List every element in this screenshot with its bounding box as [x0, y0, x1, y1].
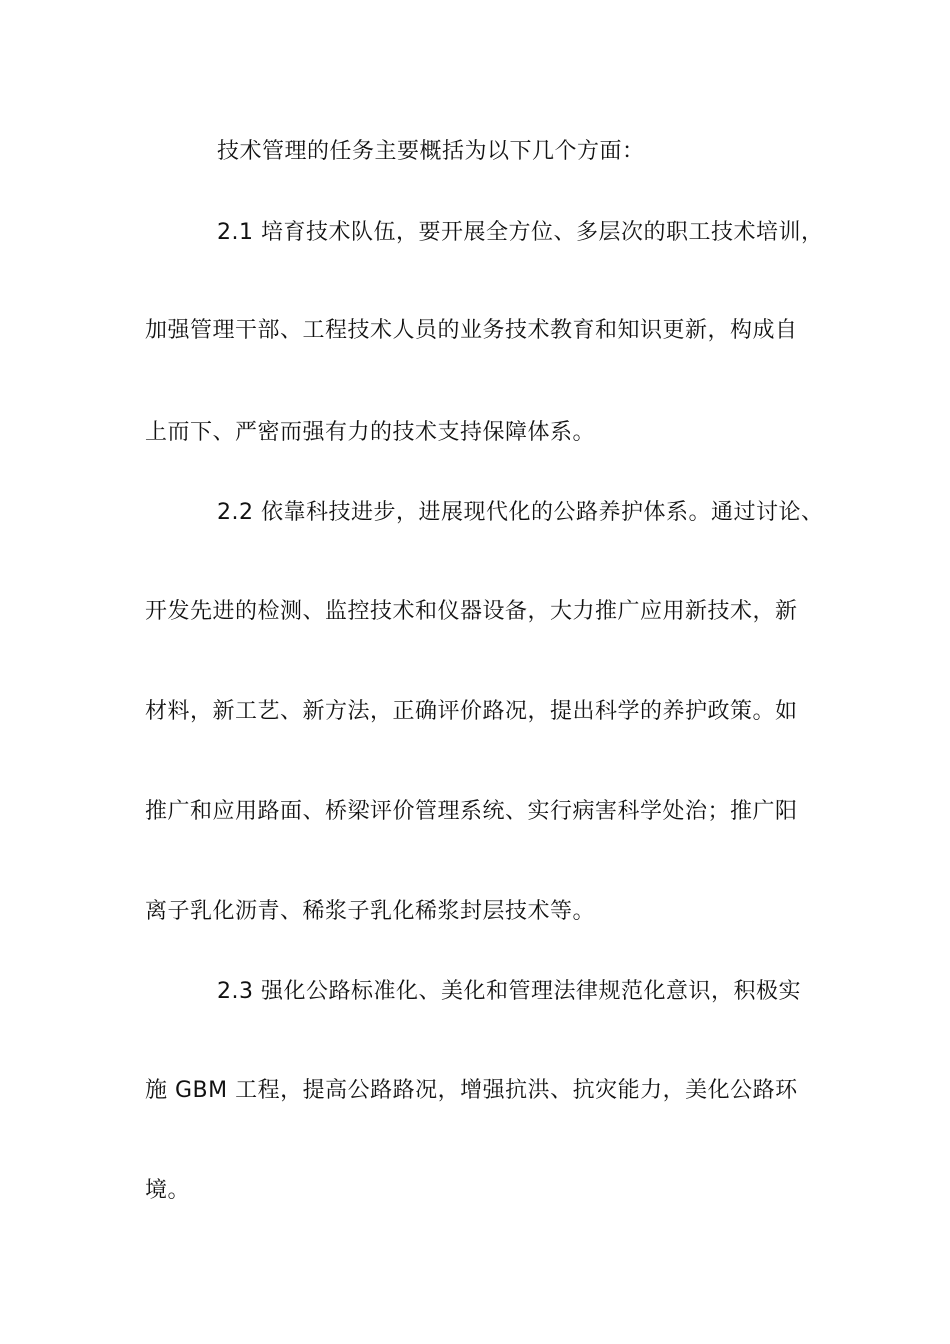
section-2-2-line-1: 2.2 依靠科技进步，进展现代化的公路养护体系。通过讨论、 [217, 500, 824, 525]
section-2-1-line-2: 加强管理干部、工程技术人员的业务技术教育和知识更新，构成自 [145, 318, 798, 343]
intro-line: 技术管理的任务主要概括为以下几个方面： [217, 139, 645, 164]
section-2-1-line-3: 上而下、严密而强有力的技术支持保障体系。 [145, 420, 596, 445]
section-2-2-line-5: 离子乳化沥青、稀浆子乳化稀浆封层技术等。 [145, 899, 596, 924]
section-2-2-line-3: 材料，新工艺、新方法，正确评价路况，提出科学的养护政策。如 [145, 699, 798, 724]
section-2-2-line-4: 推广和应用路面、桥梁评价管理系统、实行病害科学处治；推广阳 [145, 799, 798, 824]
section-2-3-line-1: 2.3 强化公路标准化、美化和管理法律规范化意识，积极实 [217, 979, 801, 1004]
section-2-1-line-1: 2.1 培育技术队伍，要开展全方位、多层次的职工技术培训， [217, 220, 824, 245]
section-2-3-line-2: 施 GBM 工程，提高公路路况，增强抗洪、抗灾能力，美化公路环 [145, 1078, 798, 1103]
section-2-2-line-2: 开发先进的检测、监控技术和仪器设备，大力推广应用新技术，新 [145, 599, 798, 624]
section-2-3-line-3: 境。 [145, 1178, 191, 1203]
